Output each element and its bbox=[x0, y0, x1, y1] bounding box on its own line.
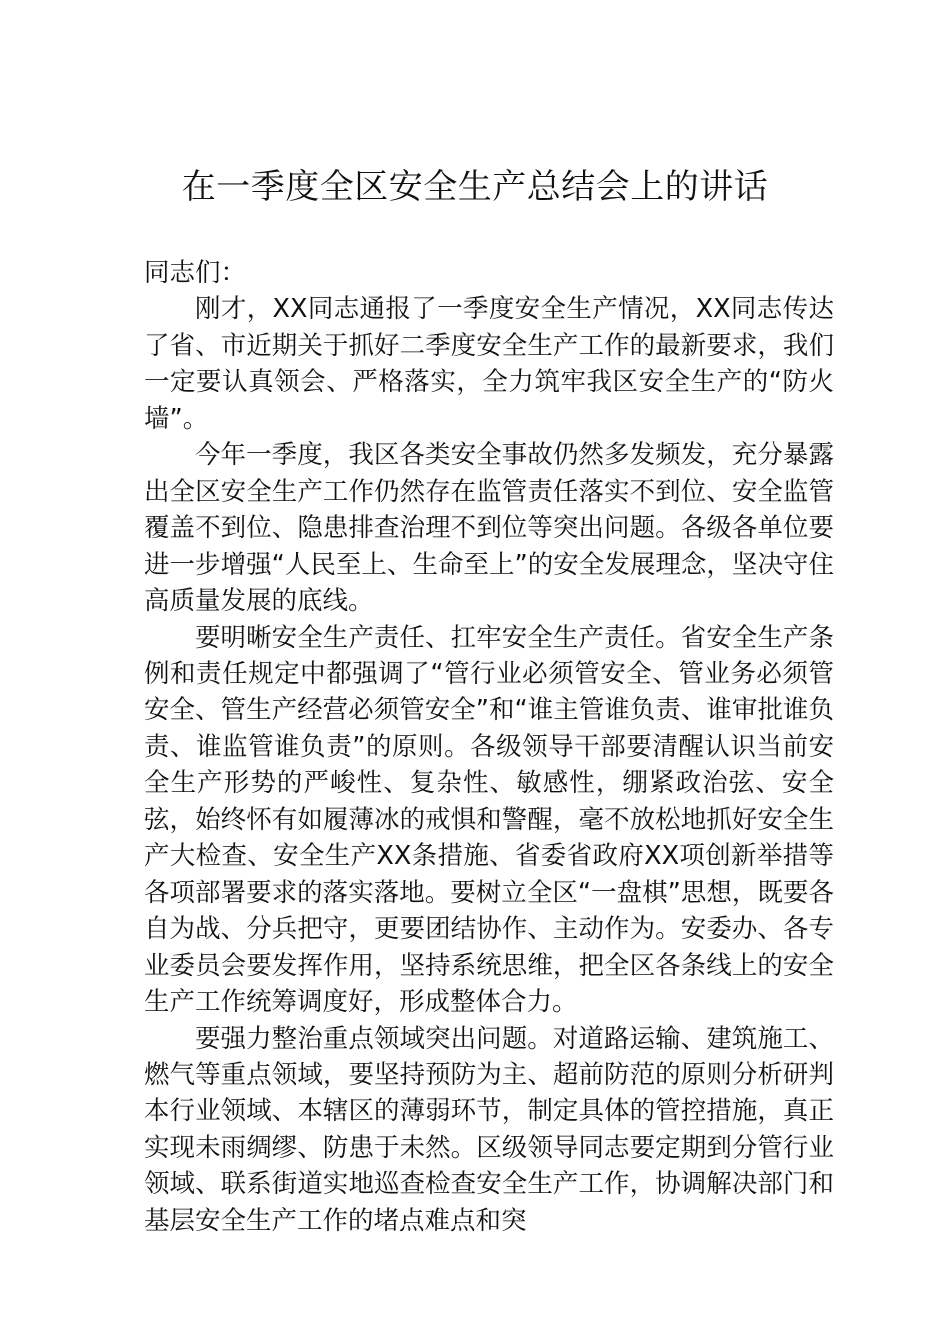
document-body bbox=[144, 255, 834, 1239]
paragraph-1: 刚才，XX同志通报了一季度安全生产情况，XX同志传达了省、市近期关于抓好二季度安全生产工作的最新要求，我们一定要认真领会、严格落实，全力筑牢我区安全生产的“防火墙”。 bbox=[144, 294, 834, 434]
salutation: 同志们： bbox=[144, 258, 247, 288]
paragraph-2: 今年一季度，我区各类安全事故仍然多发频发，充分暴露出全区安全生产工作仍然存在监管责任落实不到位、安全监管覆盖不到位、隐患排查治理不到位等突出问题。各级各单位要进一步增强“人民至上、生命至上”的安全发展理念，坚决守住高质量发展的底线。 bbox=[144, 440, 834, 617]
document-title: 在一季度全区安全生产总结会上的讲话 bbox=[181, 167, 769, 207]
paragraph-3: 要明晰安全生产责任、扛牢安全生产责任。省安全生产条例和责任规定中都强调了“管行业必须管安全、管业务必须管安全、管生产经营必须管安全”和“谁主管谁负责、谁审批谁负责、谁监管谁负责”的原则。各级领导干部要清醒认识当前安全生产形势的严峻性、复杂性、敏感性，绷紧政治弦、安全弦，始终怀有如履薄冰的戒惧和警醒，毫不放松地抓好安全生产大检查、安全生产XX条措施、省委省政府XX项创新举措等各项部署要求的落实落地。要树立全区“一盘棋”思想，既要各自为战、分兵把守，更要团结协作、主动作为。安委办、各专业委员会要发挥作用，坚持系统思维，把全区各条线上的安全生产工作统筹调度好，形成整体合力。 bbox=[144, 622, 834, 1018]
paragraph-4: 要强力整治重点领域突出问题。对道路运输、建筑施工、燃气等重点领域，要坚持预防为主、超前防范的原则分析研判本行业领域、本辖区的薄弱环节，制定具体的管控措施，真正实现未雨绸缪、防患于未然。区级领导同志要定期到分管行业领域、联系街道实地巡查检查安全生产工作，协调解决部门和基层安全生产工作的堵点难点和突 bbox=[144, 1023, 834, 1236]
